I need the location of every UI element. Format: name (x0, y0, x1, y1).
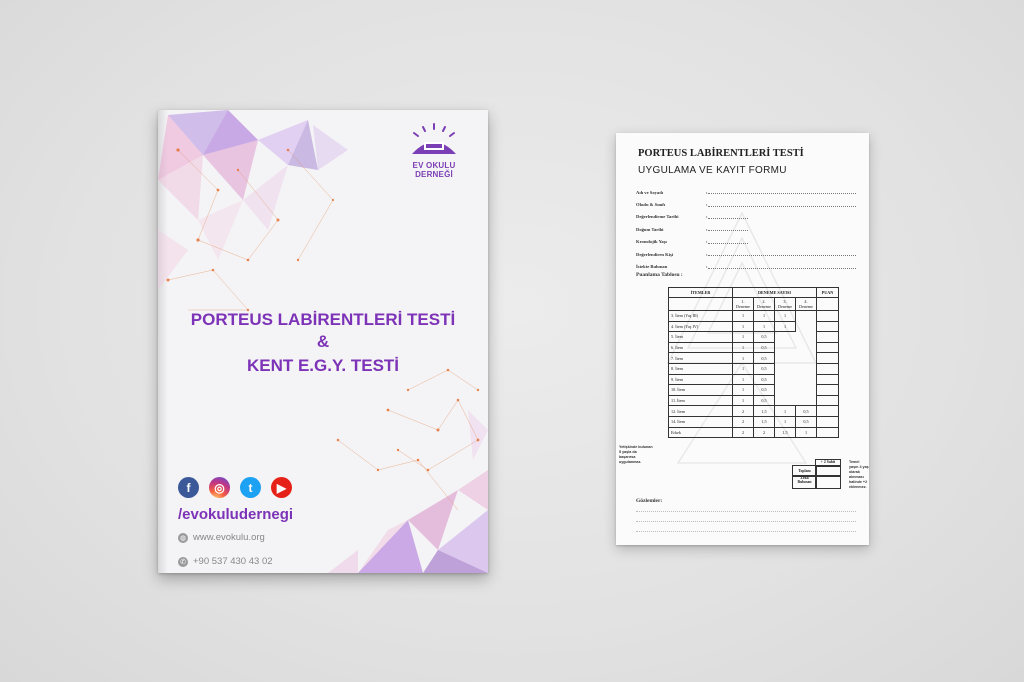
phone-icon: ✆ (178, 557, 188, 567)
title-line-porteus: PORTEUS LABİRENTLERİ TESTİ (190, 310, 456, 329)
observation-line[interactable] (636, 531, 856, 532)
score-cell[interactable] (817, 363, 839, 374)
table-row: 6. İtem 1 0,5 (669, 342, 839, 353)
field-name: Adı ve Soyadı : (636, 186, 856, 198)
sum-mental-cell[interactable] (815, 475, 841, 489)
observation-line[interactable] (636, 511, 856, 512)
scoring-table (668, 287, 839, 438)
sum-mental-label: Zekâ Bulunan (792, 475, 817, 489)
form-title: PORTEUS LABİRENTLERİ TESTİ (638, 148, 804, 159)
field-requester: İstekte Bulunan : (636, 260, 856, 272)
website-text: www.evokulu.org (193, 532, 265, 543)
phone-text: +90 537 430 43 02 (193, 556, 273, 567)
score-cell[interactable] (817, 385, 839, 396)
table-row: 5. İtem 1 0,5 (669, 332, 839, 343)
score-cell[interactable] (817, 395, 839, 406)
social-icons (178, 477, 292, 498)
record-form-page (616, 133, 869, 545)
globe-icon: ◍ (179, 534, 187, 542)
form-subtitle: UYGULAMA VE KAYIT FORMU (638, 165, 787, 176)
social-handle: /evokuludernegi (178, 506, 294, 523)
field-eval-date-input[interactable] (708, 218, 748, 219)
scoring-table-title: Puanlama Tablosu : (636, 272, 683, 278)
score-cell[interactable] (817, 321, 839, 332)
field-age: Kronolojik Yaşı : (636, 236, 856, 248)
facebook-icon: f (178, 477, 199, 498)
score-cell[interactable] (817, 353, 839, 364)
youtube-icon: ▶ (271, 477, 292, 498)
field-school-input[interactable] (708, 206, 856, 207)
form-fields (636, 186, 856, 273)
instagram-icon: ◎ (209, 477, 230, 498)
table-row: 10. İtem 1 0,5 (669, 385, 839, 396)
field-requester-input[interactable] (708, 268, 856, 269)
right-note: Temel yaşın 4 yaş olarak alınması halinde +2 eklenmez. (849, 460, 869, 489)
score-cell[interactable] (817, 427, 839, 438)
association-logo (394, 122, 474, 179)
score-cell[interactable] (817, 342, 839, 353)
logo-emblem-icon (404, 122, 464, 158)
field-birth-date-input[interactable] (708, 230, 748, 231)
title-ampersand: & (316, 332, 330, 351)
score-cell[interactable] (817, 374, 839, 385)
table-subheader-row: 1. Deneme 2. Deneme 3. Deneme 4. Deneme (669, 298, 839, 311)
table-row: 9. İtem 1 0,5 (669, 374, 839, 385)
score-cell[interactable] (817, 406, 839, 417)
booklet-cover (158, 110, 488, 573)
table-row: 4. İtem (Yaş IV) 1 1 1 (669, 321, 839, 332)
twitter-icon: t (240, 477, 261, 498)
table-row: 12. İtem 2 1,5 1 0,5 (669, 406, 839, 417)
sum-total-label: Toplam (792, 465, 817, 477)
observations-label: Gözlemler: (636, 498, 663, 504)
table-row: 14. İtem 2 1,5 1 0,5 (669, 416, 839, 427)
booklet-title (158, 310, 488, 376)
field-birth-date: Doğum Tarihi : (636, 223, 856, 235)
table-row: 3. İtem (Yaş III) 1 1 1 (669, 311, 839, 322)
score-cell[interactable] (817, 332, 839, 343)
score-cell[interactable] (817, 416, 839, 427)
score-cell[interactable] (817, 311, 839, 322)
field-name-input[interactable] (708, 193, 856, 194)
website-row (178, 532, 265, 543)
observation-line[interactable] (636, 521, 856, 522)
sum-plus2-cell: + 2 Sabit (815, 459, 841, 467)
title-line-kent: KENT E.G.Y. TESTİ (246, 356, 400, 375)
table-row: 7. İtem 1 0,5 (669, 353, 839, 364)
left-note: Yetişkinde bulunan 5 yaşla da başarırsa uygulanmaz. (619, 445, 653, 464)
field-school: Okulu & Sınıfı : (636, 198, 856, 210)
field-evaluator: Değerlendiren Kişi : (636, 248, 856, 260)
field-eval-date: Değerlendirme Tarihi : (636, 211, 856, 223)
table-row: Erkek 2 2 1,5 1 (669, 427, 839, 438)
logo-text: EV OKULU DERNEĞİ (412, 161, 456, 179)
field-age-input[interactable] (708, 243, 748, 244)
table-row: 11. İtem 1 0,5 (669, 395, 839, 406)
table-row: 8. İtem 1 0,5 (669, 363, 839, 374)
table-header-row: İTEMLER DENEME SAYISI PUAN (669, 288, 839, 298)
phone-row (178, 556, 273, 567)
field-evaluator-input[interactable] (708, 255, 856, 256)
